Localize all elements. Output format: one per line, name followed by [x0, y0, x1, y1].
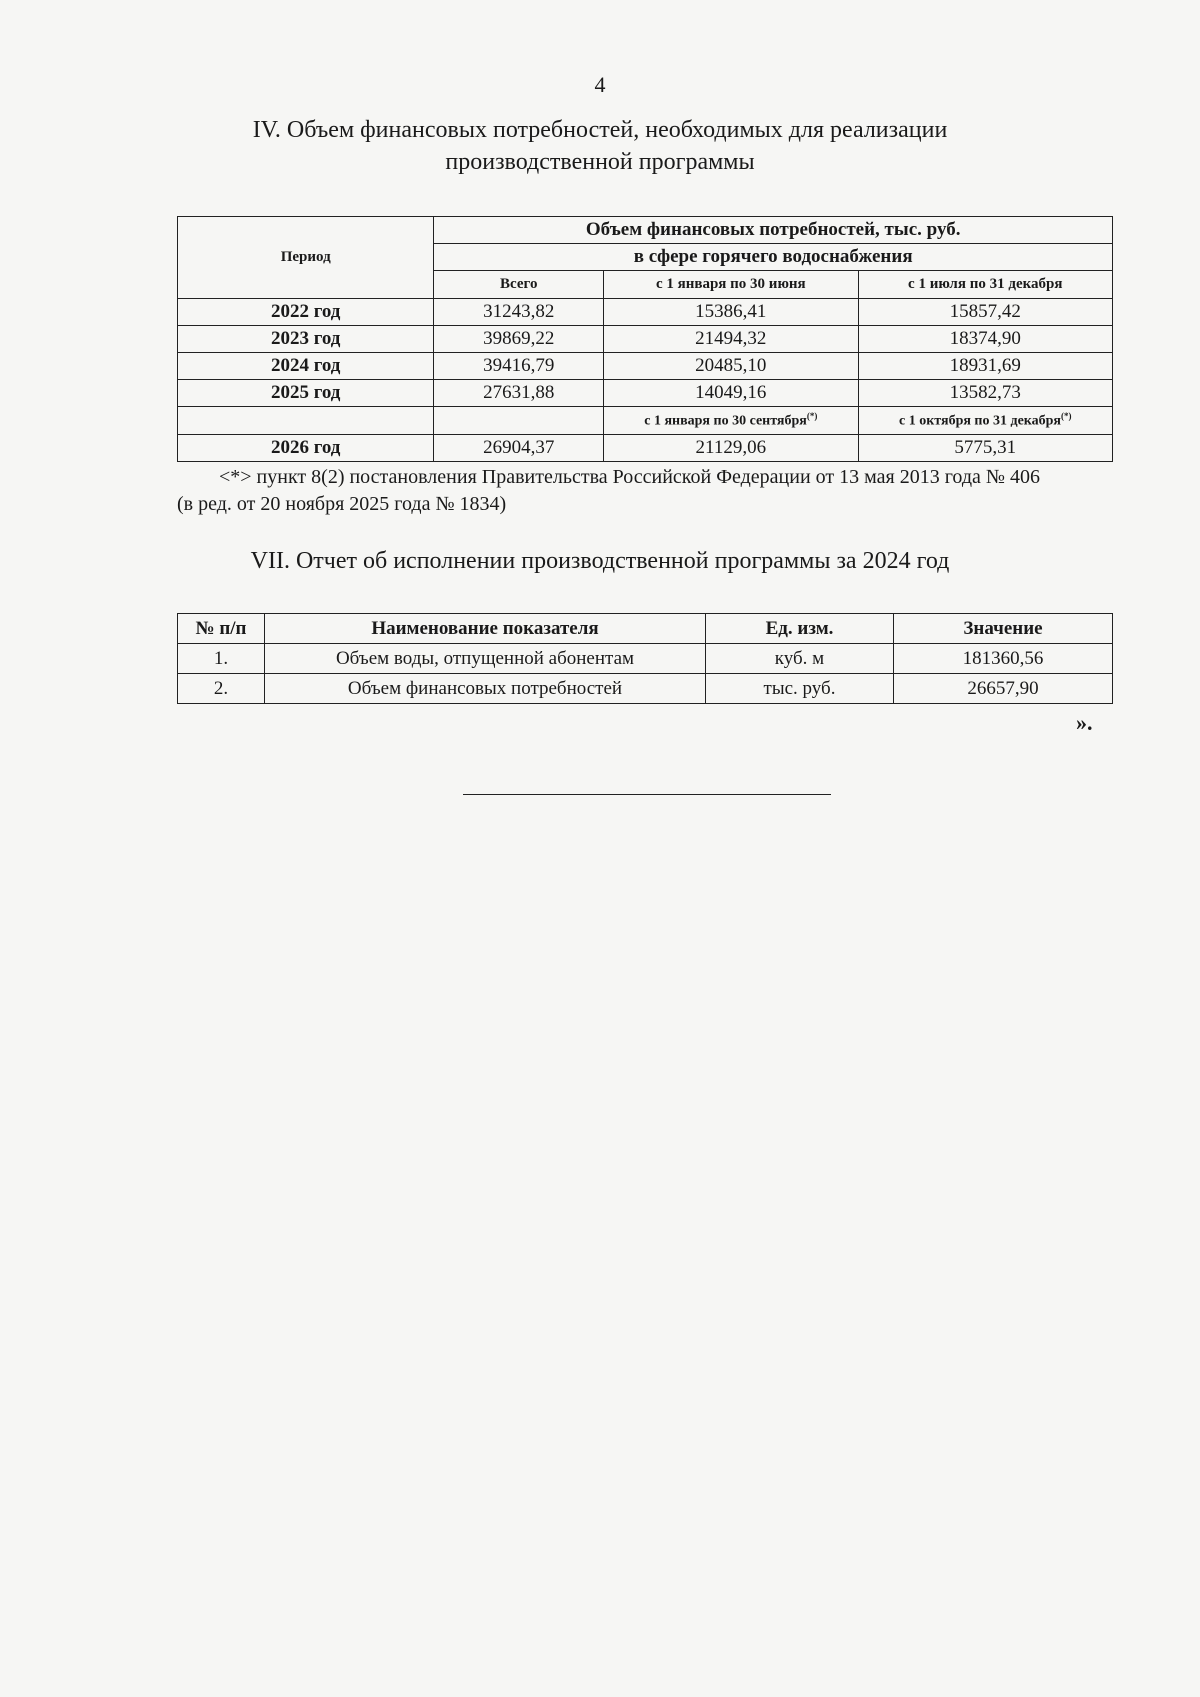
header-second-half: с 1 июля по 31 декабря: [858, 271, 1112, 299]
table-row: [178, 644, 1113, 674]
number-cell: 2.: [178, 674, 265, 704]
header-indicator: Наименование показателя: [265, 614, 706, 644]
footnote: [177, 464, 1127, 518]
footnote-line2: (в ред. от 20 ноября 2025 года № 1834): [177, 493, 507, 515]
unit-cell: тыс. руб.: [706, 674, 894, 704]
financial-needs-table: [177, 216, 1113, 462]
header-unit: Ед. изм.: [706, 614, 894, 644]
section-4-title-line2: производственной программы: [445, 149, 755, 175]
value-cell: 181360,56: [894, 644, 1113, 674]
value-cell: 26657,90: [894, 674, 1113, 704]
header-jan-sep: [604, 407, 858, 435]
empty-cell: [434, 407, 604, 435]
period-cell: 2022 год: [178, 299, 434, 326]
end-divider: [463, 794, 831, 795]
table-row: [178, 380, 1113, 407]
header-period: Период: [178, 217, 434, 299]
first-half-cell: 14049,16: [604, 380, 858, 407]
section-4-title-line1: IV. Объем финансовых потребностей, необходимых для реализации: [252, 117, 948, 143]
total-cell: 39416,79: [434, 353, 604, 380]
section-7-title: VII. Отчет об исполнении производственной программы за 2024 год: [250, 548, 950, 574]
second-half-cell: 15857,42: [858, 299, 1112, 326]
period-cell: 2023 год: [178, 326, 434, 353]
footnote-line1: <*> пункт 8(2) постановления Правительства Российской Федерации от 13 мая 2013 года № 406: [219, 466, 1040, 488]
table-row: [178, 299, 1113, 326]
closing-quote-mark: ».: [1076, 710, 1093, 735]
total-cell: 31243,82: [434, 299, 604, 326]
header-financial-volume: Объем финансовых потребностей, тыс. руб.: [434, 217, 1113, 244]
table-row: [178, 435, 1113, 462]
header-oct-dec: [858, 407, 1112, 435]
first-half-cell: 21494,32: [604, 326, 858, 353]
footnote-mark: (*): [1061, 411, 1072, 422]
period-cell: 2025 год: [178, 380, 434, 407]
table-row: [178, 353, 1113, 380]
empty-cell: [178, 407, 434, 435]
table-row: [178, 674, 1113, 704]
period-cell: 2024 год: [178, 353, 434, 380]
jan-sep-cell: 21129,06: [604, 435, 858, 462]
indicator-cell: Объем финансовых потребностей: [265, 674, 706, 704]
first-half-cell: 15386,41: [604, 299, 858, 326]
second-half-cell: 18931,69: [858, 353, 1112, 380]
second-half-cell: 13582,73: [858, 380, 1112, 407]
execution-report-table: [177, 613, 1113, 704]
total-cell: 27631,88: [434, 380, 604, 407]
header-number: № п/п: [178, 614, 265, 644]
indicator-cell: Объем воды, отпущенной абонентам: [265, 644, 706, 674]
total-cell: 39869,22: [434, 326, 604, 353]
header-value: Значение: [894, 614, 1113, 644]
first-half-cell: 20485,10: [604, 353, 858, 380]
total-cell: 26904,37: [434, 435, 604, 462]
oct-dec-cell: 5775,31: [858, 435, 1112, 462]
header-oct-dec-label: с 1 октября по 31 декабря: [899, 413, 1061, 429]
header-jan-sep-label: с 1 января по 30 сентября: [644, 413, 807, 429]
section-4-title: [0, 114, 1200, 178]
header-total: Всего: [434, 271, 604, 299]
period-cell: 2026 год: [178, 435, 434, 462]
table-subheader-2026: [178, 407, 1113, 435]
unit-cell: куб. м: [706, 644, 894, 674]
table-row: [178, 326, 1113, 353]
number-cell: 1.: [178, 644, 265, 674]
header-first-half: с 1 января по 30 июня: [604, 271, 858, 299]
footnote-mark: (*): [806, 411, 818, 422]
second-half-cell: 18374,90: [858, 326, 1112, 353]
page-number: 4: [594, 72, 606, 97]
header-hot-water: в сфере горячего водоснабжения: [434, 244, 1113, 271]
